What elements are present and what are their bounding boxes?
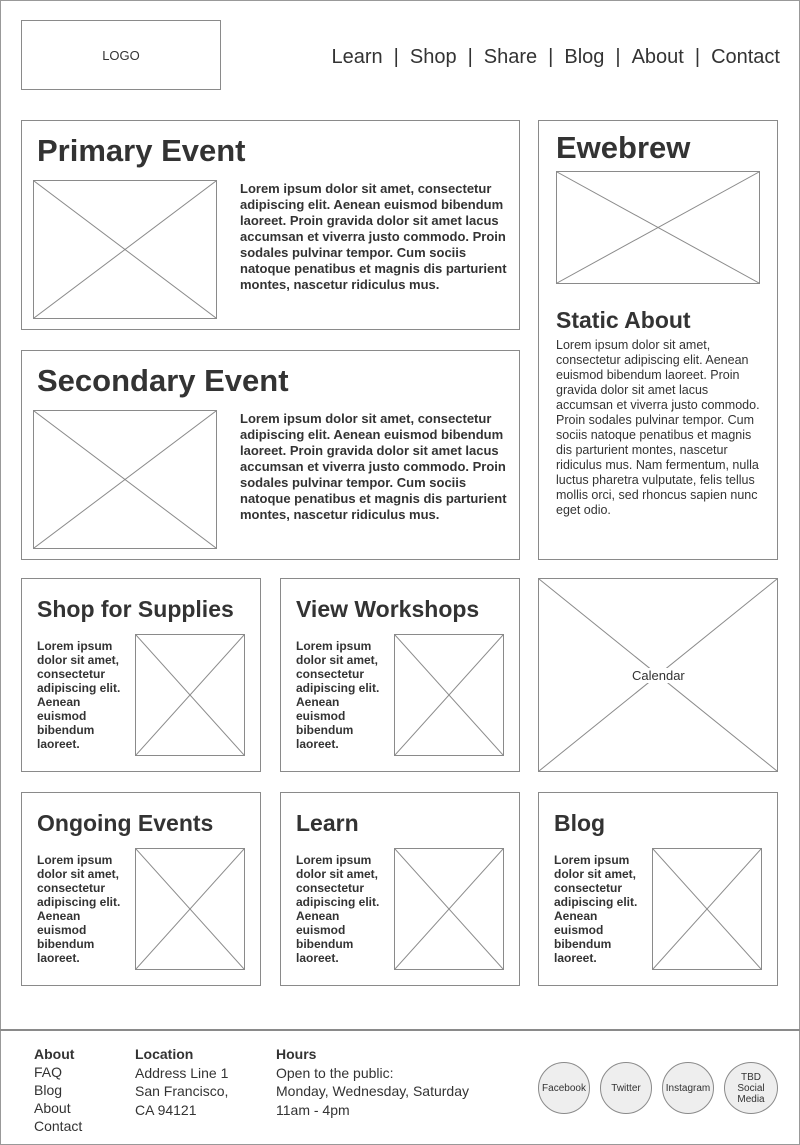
- nav-shop[interactable]: Shop: [409, 46, 457, 68]
- sidebar-title: Ewebrew: [556, 130, 691, 165]
- nav-about[interactable]: About: [631, 46, 684, 68]
- logo-text: LOGO: [102, 47, 140, 63]
- main-nav: [332, 46, 781, 69]
- learn-card-text: Lorem ipsum dolor sit amet, consectetur adipiscing elit. Aenean euismod bibendum laoreet.: [296, 853, 380, 965]
- footer-link-contact[interactable]: Contact: [34, 1118, 83, 1134]
- blog-card-image[interactable]: [652, 848, 762, 970]
- static-about-title: Static About: [556, 307, 691, 333]
- shop-card-text: Lorem ipsum dolor sit amet, consectetur adipiscing elit. Aenean euismod bibendum laoreet.: [37, 639, 121, 751]
- tbd-social-label: TBD Social Media: [737, 1071, 765, 1105]
- primary-event-image[interactable]: [33, 180, 217, 319]
- secondary-event-text: Lorem ipsum dolor sit amet, consectetur adipiscing elit. Aenean euismod bibendum laoreet. Proin gravida dolor sit amet lacus accumsan et viverra justo commodo. Proin sodales pulvinar tempor. Cum sociis natoque penatibus et magnis dis parturient montes, nascetur ridiculus mus.: [240, 411, 507, 522]
- nav-separator: |: [393, 46, 399, 68]
- ongoing-events-title: Ongoing Events: [37, 810, 214, 836]
- secondary-event-title: Secondary Event: [37, 363, 289, 398]
- footer-links: [34, 1045, 82, 1135]
- footer-link-blog[interactable]: Blog: [34, 1082, 63, 1098]
- ongoing-events-text: Lorem ipsum dolor sit amet, consectetur adipiscing elit. Aenean euismod bibendum laoreet.: [37, 853, 121, 965]
- footer-link-faq[interactable]: FAQ: [34, 1064, 63, 1080]
- twitter-label: Twitter: [611, 1082, 641, 1094]
- nav-separator: |: [467, 46, 473, 68]
- nav-separator: |: [548, 46, 554, 68]
- nav-blog[interactable]: Blog: [564, 46, 605, 68]
- footer-location-line: Address Line 1: [135, 1064, 229, 1081]
- instagram-label: Instagram: [665, 1082, 711, 1094]
- facebook-label: Facebook: [542, 1082, 586, 1094]
- sidebar-image[interactable]: [556, 171, 760, 284]
- static-about-text: Lorem ipsum dolor sit amet, consectetur adipiscing elit. Aenean euismod bibendum laoreet. Proin gravida dolor sit amet lacus accumsan et viverra justo commodo. Proin sodales pulvinar tempor. Cum sociis natoque penatibus et magnis dis parturient montes, nascetur ridiculus mus. Nam fermentum, nulla luctus pharetra vulputate, felis tellus mollis orci, sed rhoncus sapien nunc eget odio.: [556, 338, 760, 517]
- learn-card-title: Learn: [296, 810, 359, 836]
- learn-card-image[interactable]: [394, 848, 504, 970]
- workshops-card-title: View Workshops: [296, 596, 480, 622]
- footer-location: [135, 1045, 228, 1119]
- footer-hours-heading: Hours: [276, 1046, 317, 1062]
- blog-card-title: Blog: [554, 810, 606, 836]
- nav-share[interactable]: Share: [483, 46, 538, 68]
- nav-contact[interactable]: Contact: [711, 46, 780, 68]
- shop-card-title: Shop for Supplies: [37, 596, 234, 622]
- footer-hours: [276, 1045, 469, 1119]
- footer-location-heading: Location: [135, 1046, 194, 1062]
- twitter-icon[interactable]: [600, 1062, 652, 1114]
- footer-hours-line: Open to the public:: [276, 1064, 394, 1081]
- footer-location-line: San Francisco,: [135, 1083, 229, 1099]
- ongoing-events-image[interactable]: [135, 848, 245, 970]
- nav-separator: |: [615, 46, 621, 68]
- footer-link-about[interactable]: About: [34, 1100, 71, 1116]
- secondary-event-image[interactable]: [33, 410, 217, 549]
- nav-learn[interactable]: Learn: [331, 46, 383, 68]
- nav-separator: |: [694, 46, 701, 68]
- logo[interactable]: [21, 20, 221, 90]
- instagram-icon[interactable]: [662, 1062, 714, 1114]
- primary-event-title: Primary Event: [37, 133, 246, 168]
- footer-links-heading[interactable]: About: [34, 1046, 75, 1062]
- tbd-social-icon[interactable]: [724, 1062, 778, 1114]
- facebook-icon[interactable]: [538, 1062, 590, 1114]
- shop-card-image[interactable]: [135, 634, 245, 756]
- primary-event-text: Lorem ipsum dolor sit amet, consectetur adipiscing elit. Aenean euismod bibendum laoreet. Proin gravida dolor sit amet lacus accumsan et viverra justo commodo. Proin sodales pulvinar tempor. Cum sociis natoque penatibus et magnis dis parturient montes, nascetur ridiculus mus.: [240, 181, 507, 292]
- calendar-label: Calendar: [632, 668, 685, 683]
- blog-card-text: Lorem ipsum dolor sit amet, consectetur adipiscing elit. Aenean euismod bibendum laoreet.: [554, 853, 638, 965]
- workshops-card-image[interactable]: [394, 634, 504, 756]
- footer-divider: [0, 1029, 800, 1031]
- footer-hours-line: Monday, Wednesday, Saturday: [276, 1083, 469, 1099]
- footer-hours-line: 11am - 4pm: [276, 1101, 350, 1118]
- footer-location-line: CA 94121: [135, 1101, 197, 1118]
- workshops-card-text: Lorem ipsum dolor sit amet, consectetur adipiscing elit. Aenean euismod bibendum laoreet.: [296, 639, 380, 751]
